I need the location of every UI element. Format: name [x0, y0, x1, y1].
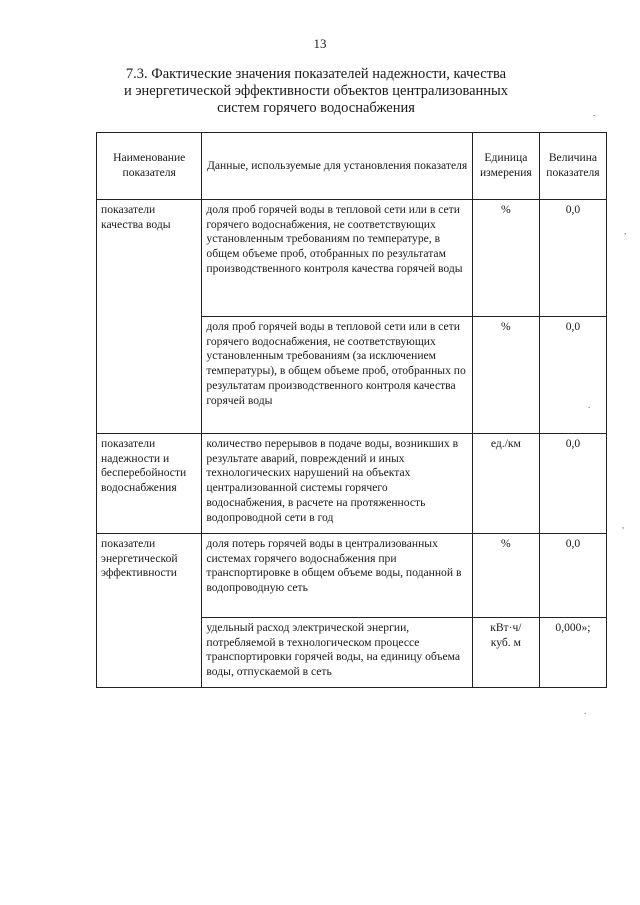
indicator-name-line: энергетической: [101, 551, 178, 565]
value-cell: 0,000»;: [539, 618, 606, 688]
indicator-name-cell: [97, 434, 202, 534]
indicator-name-line: показатели: [101, 203, 156, 216]
header-data-used: Данные, используемые для установления показателя: [202, 133, 472, 200]
page-number: 13: [313, 36, 327, 51]
data-cell: количество перерывов в подаче воды, возникших в результате аварий, повреждений и иных технологических нарушений на объектах централизованной системы горячего водоснабжения, в расчете на протяженность водопроводной сети в год: [202, 434, 472, 534]
scan-speck: .: [584, 706, 587, 716]
indicators-table: [96, 132, 607, 688]
indicator-name-cell: [97, 534, 202, 688]
scan-speck: .: [593, 108, 596, 118]
heading-line-1: 7.3. Фактические значения показателей надежности, качества: [125, 66, 507, 82]
table-header-row: [97, 133, 607, 200]
indicator-name-line: эффективности: [101, 566, 177, 580]
unit-cell: %: [472, 200, 539, 317]
value-cell: 0,0: [539, 534, 606, 618]
heading-line-2: и энергетической эффективности объектов централизованных: [123, 83, 509, 99]
table-row: [97, 534, 607, 618]
unit-line: куб. м: [490, 635, 521, 649]
unit-cell: ед./км: [472, 434, 539, 534]
value-cell: 0,0: [539, 317, 606, 434]
indicator-name-line: бесперебойности: [101, 466, 187, 480]
unit-line: кВт·ч/: [490, 621, 522, 634]
table-row: [97, 434, 607, 534]
scan-speck: ,: [624, 226, 627, 236]
indicator-name-cell: [97, 200, 202, 434]
header-indicator-name: Наименование показателя: [97, 133, 202, 200]
data-cell: доля проб горячей воды в тепловой сети или в сети горячего водоснабжения, не соответствующих установленным требованиям по температуре, в общем объеме проб, отобранных по результатам производственного контроля качества горячей воды: [202, 200, 472, 317]
unit-cell: %: [472, 317, 539, 434]
indicator-name-line: качества воды: [101, 217, 171, 231]
data-cell: доля проб горячей воды в тепловой сети или в сети горячего водоснабжения, не соответствующих установленным требованиям (за исключением температуры), в общем объеме проб, отобранных по результатам производственного контроля качества горячей воды: [202, 317, 472, 434]
unit-cell: %: [472, 534, 539, 618]
indicator-name-line: надежности и: [101, 451, 170, 465]
data-cell: доля потерь горячей воды в централизованных системах горячего водоснабжения при транспортировке в общем объеме воды, поданной в водопроводную сеть: [202, 534, 472, 618]
value-cell: 0,0: [539, 200, 606, 317]
scan-speck: .: [588, 400, 591, 410]
unit-cell: [472, 618, 539, 688]
indicator-name-line: показатели: [101, 437, 156, 450]
section-heading: [96, 66, 536, 117]
indicator-name-line: показатели: [101, 537, 156, 550]
header-value: Величина показателя: [539, 133, 606, 200]
table-row: [97, 200, 607, 317]
header-unit: Единица измерения: [472, 133, 539, 200]
indicator-name-line: водоснабжения: [101, 481, 177, 495]
data-cell: удельный расход электрической энергии, потребляемой в технологическом процессе транспортировки горячей воды, на единицу объема воды, отпускаемой в сеть: [202, 618, 472, 688]
scan-speck: ,: [622, 520, 625, 530]
heading-line-3: систем горячего водоснабжения: [217, 100, 415, 116]
value-cell: 0,0: [539, 434, 606, 534]
